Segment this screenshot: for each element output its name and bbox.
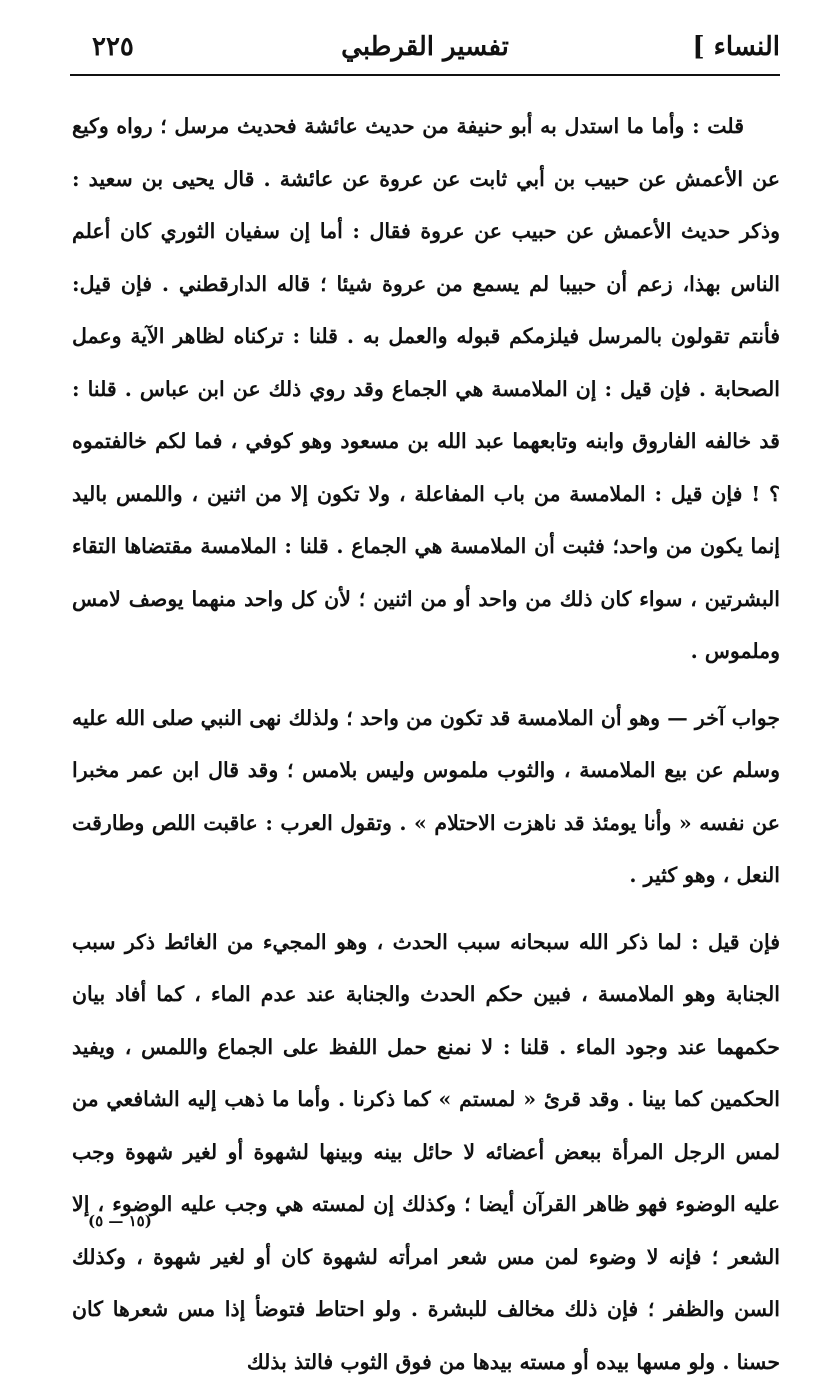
header-rule <box>70 74 780 76</box>
paragraph-2: جواب آخر — وهو أن الملامسة قد تكون من واحد ؛ ولذلك نهى النبي صلى الله عليه وسلم عن بيع الملامسة ، والثوب ملموس وليس بلامس ؛ وقد قال ابن عمر مخبرا عن نفسه « وأنا يومئذ قد ناهزت الاحتلام » . وتقول العرب : عاقبت اللص وطارقت النعل ، وهو كثير . <box>72 692 780 902</box>
chapter-name: النساء ] <box>692 32 780 62</box>
signature-mark: (١٥ — ٥) <box>88 1212 152 1230</box>
page-number: ٢٢٥ <box>92 32 134 62</box>
page-body <box>72 100 780 1388</box>
book-title: تفسير القرطبي <box>70 32 780 62</box>
paragraph-3: فإن قيل : لما ذكر الله سبحانه سبب الحدث ، وهو المجيء من الغائط ذكر سبب الجنابة وهو الملامسة ، فبين حكم الحدث والجنابة عند عدم الماء ، كما أفاد بيان حكمهما عند وجود الماء . قلنا : لا نمنع حمل اللفظ على الجماع واللمس ، ويفيد الحكمين كما بينا . وقد قرئ « لمستم » كما ذكرنا . وأما ما ذهب إليه الشافعي من لمس الرجل المرأة ببعض أعضائه لا حائل بينه وبينها لشهوة أو لغير شهوة وجب عليه الوضوء فهو ظاهر القرآن أيضا ؛ وكذلك إن لمسته هي وجب عليه الوضوء ، إلا الشعر ؛ فإنه لا وضوء لمن مس شعر امرأته لشهوة كان أو لغير شهوة ، وكذلك السن والظفر ؛ فإن ذلك مخالف للبشرة . ولو احتاط فتوضأ إذا مس شعرها كان حسنا . ولو مسها بيده أو مسته بيدها من فوق الثوب فالتذ بذلك <box>72 916 780 1388</box>
page-header <box>70 22 780 72</box>
paragraph-1: قلت : وأما ما استدل به أبو حنيفة من حديث عائشة فحديث مرسل ؛ رواه وكيع عن الأعمش عن حبيب بن أبي ثابت عن عروة عن عائشة . قال يحيى بن سعيد : وذكر حديث الأعمش عن حبيب عن عروة فقال : أما إن سفيان الثوري كان أعلم الناس بهذا، زعم أن حبيبا لم يسمع من عروة شيئا ؛ قاله الدارقطني . فإن قيل: فأنتم تقولون بالمرسل فيلزمكم قبوله والعمل به . قلنا : تركناه لظاهر الآية وعمل الصحابة . فإن قيل : إن الملامسة هي الجماع وقد روي ذلك عن ابن عباس . قلنا : قد خالفه الفاروق وابنه وتابعهما عبد الله بن مسعود وهو كوفي ، فما لكم خالفتموه ؟ ! فإن قيل : الملامسة من باب المفاعلة ، ولا تكون إلا من اثنين ، واللمس باليد إنما يكون من واحد؛ فثبت أن الملامسة هي الجماع . قلنا : الملامسة مقتضاها التقاء البشرتين ، سواء كان ذلك من واحد أو من اثنين ؛ لأن كل واحد منهما يوصف لامس وملموس . <box>72 100 780 678</box>
